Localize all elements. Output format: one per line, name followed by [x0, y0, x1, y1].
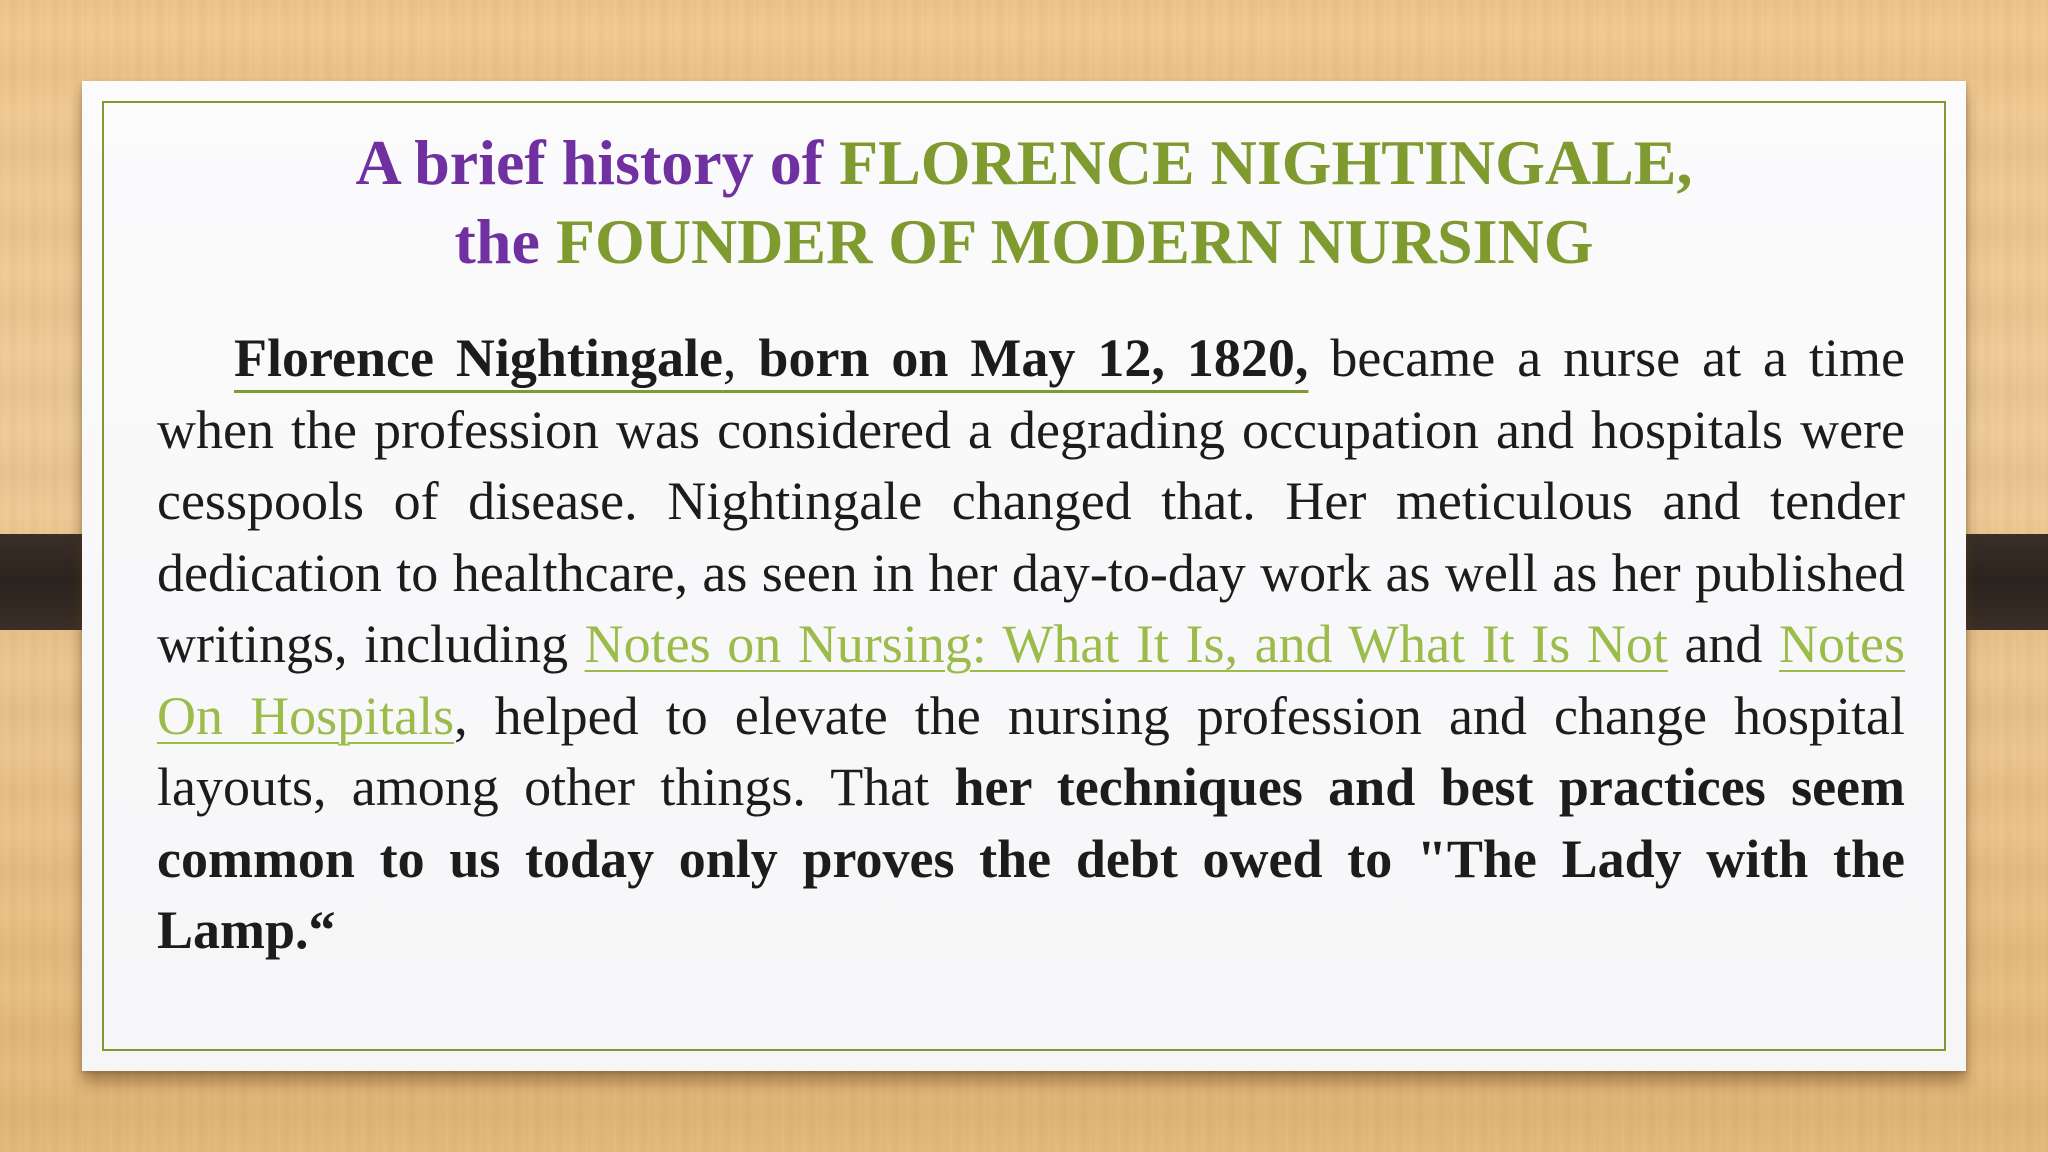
link-notes-on-nursing[interactable]: Notes on Nursing: What It Is, and What It Is Not	[584, 614, 1668, 674]
title-line1-prefix: A brief history of	[355, 127, 840, 198]
slide-body-paragraph	[157, 323, 1905, 967]
body-text-part3: , helped to elevate the nursing profession and change hospital layouts, among other things. That	[157, 685, 1905, 817]
title-line2-highlight: FOUNDER OF MODERN NURSING	[555, 206, 1594, 277]
lead-name: Florence Nightingale	[234, 328, 723, 388]
body-text-part1: became a nurse at a time when the profession was considered a degrading occupation and hospitals were cesspools of disease. Nightingale changed that. Her meticulous and tender dedication to healthcare, as seen in her day-to-day work as well as her published writings, including	[157, 328, 1905, 674]
title-line1-highlight: FLORENCE NIGHTINGALE,	[839, 127, 1693, 198]
lead-born-date: born on May 12, 1820,	[758, 328, 1309, 388]
link-notes-on-hospitals[interactable]: Notes On Hospitals	[157, 614, 1906, 746]
lead-comma: ,	[722, 328, 759, 388]
slide-title	[0, 123, 2048, 281]
lead-underlined-phrase	[234, 328, 1308, 388]
body-text-part2: and	[1667, 614, 1780, 674]
title-line2-prefix: the	[454, 206, 556, 277]
body-bold-conclusion: her techniques and best practices seem common to us today only proves the debt owed to "The Lady with the Lamp.“	[157, 757, 1906, 960]
